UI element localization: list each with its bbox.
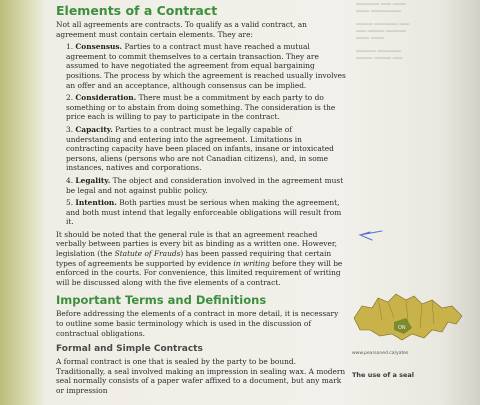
element-number: 4.: [66, 175, 74, 185]
element-item-1: [66, 42, 346, 90]
element-number: 3.: [66, 124, 74, 134]
element-number: 1.: [66, 42, 74, 52]
map-province-label: ON: [398, 325, 406, 331]
note-text: ) has been passed requiring that certain types of agreements be supported by evidence: [56, 249, 332, 268]
element-item-5: [66, 198, 346, 227]
element-item-4: [66, 176, 346, 195]
element-item-3: [66, 125, 346, 173]
statute-name: Statute of Frauds: [114, 249, 181, 259]
main-column: [56, 4, 346, 399]
companion-website-url: www.pearsoned.ca/yates: [352, 351, 409, 356]
element-text: Parties to a contract must be legally capable of understanding and entering into the agreement. Limitations in contracting capacity have been placed on infants, insane or intoxicated persons, aliens (persons who are not Canadian citizens), and, in some instances, natives and corporations.: [66, 124, 334, 173]
subheading-formal-simple: Formal and Simple Contracts: [56, 344, 203, 355]
element-text: Parties to a contract must have reached a mutual agreement to commit themselves to a certain transaction. They are assumed to have negotiated the agreement from equal bargaining positions. The process by which the agreement is reached usually involves an offer and an acceptance, although consensus can be implied.: [66, 42, 346, 90]
writing-note-paragraph: [56, 230, 346, 288]
section-heading-terms: Important Terms and Definitions: [56, 293, 267, 308]
show-through-margin-notes: ━━━━━━━ ━━━ ━━━━ ━━━━ ━━━━━━━━━ ━━━━━ ━━━━━━━ ━━━ ━━━ ━━━━━ ━━━━━━ ━━━━ ━━━━ ━━━━━━ ━━━━━━━ ━━━━━ ━━━━━ ━━━: [356, 2, 410, 62]
note-text: before they will be enforced in the courts. For convenience, this limited requirement of writing will be discussed along with the five elements of a contract.: [56, 258, 343, 287]
element-text: The object and consideration involved in the agreement must be legal and not against public policy.: [66, 175, 344, 195]
element-number: 2.: [66, 93, 74, 103]
element-term: Legality.: [75, 175, 111, 185]
element-item-2: [66, 93, 346, 122]
section-heading-elements: Elements of a Contract: [56, 3, 218, 18]
element-term: Capacity.: [75, 124, 113, 134]
element-text: There must be a commitment by each party to do something or to abstain from doing something. The consideration is the price each is willing to pay to participate in the contract.: [66, 93, 336, 122]
intro-paragraph: Not all agreements are contracts. To qualify as a valid contract, an agreement must contain certain elements. They are:: [56, 20, 307, 39]
element-number: 5.: [66, 198, 74, 208]
note-text: It should be noted that the general rule is that an agreement reached verbally between parties is every bit as binding as a written one. However, legislation (the: [56, 229, 337, 259]
element-term: Consideration.: [75, 93, 137, 103]
element-term: Intention.: [75, 198, 117, 208]
element-term: Consensus.: [75, 42, 123, 52]
terms-paragraph: Before addressing the elements of a contract in more detail, it is necessary to outline some basic terminology which is used in the discussion of contractual obligations.: [56, 309, 339, 338]
canada-map-icon: [348, 288, 468, 352]
element-text: Both parties must be serious when making the agreement, and both must intend that legally enforceable obligations will result from it.: [66, 198, 342, 227]
formal-paragraph: A formal contract is one that is sealed by the party to be bound. Traditionally, a seal involved making an impression in sealing wax. A modern seal normally consists of a paper wafer affixed to a document, but any mark or impression: [56, 357, 346, 395]
handwritten-arrow-icon: [356, 228, 384, 242]
in-writing-emphasis: in writing: [233, 258, 270, 268]
margin-caption: The use of a seal: [352, 371, 414, 379]
